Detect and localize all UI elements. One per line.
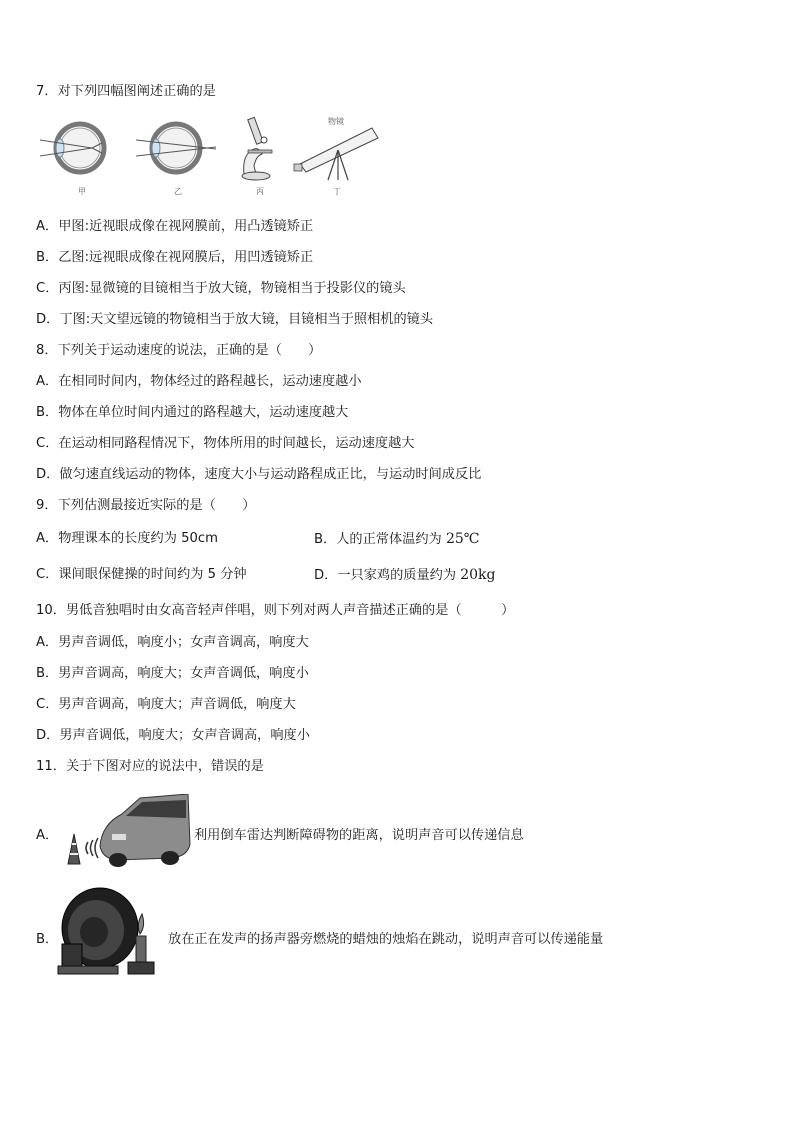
q8-stem: 8．下列关于运动速度的说法，正确的是（ ） bbox=[36, 343, 322, 358]
q11-option-a-text: 利用倒车雷达判断障碍物的距离，说明声音可以传递信息 bbox=[194, 828, 524, 843]
q8-option-a: A．在相同时间内，物体经过的路程越长，运动速度越小 bbox=[36, 374, 362, 389]
caption-yi: 乙 bbox=[174, 187, 182, 196]
q7-option-b: B．乙图:远视眼成像在视网膜后，用凹透镜矫正 bbox=[36, 250, 314, 265]
q9-option-a: A．物理课本的长度约为 50cm bbox=[36, 531, 218, 546]
q7-option-a: A．甲图:近视眼成像在视网膜前，用凸透镜矫正 bbox=[36, 219, 314, 234]
q9-option-c: C．课间眼保健操的时间约为 5 分钟 bbox=[36, 567, 247, 582]
q11-stem: 11．关于下图对应的说法中，错误的是 bbox=[36, 759, 264, 774]
q10-option-a: A．男声音调低，响度小；女声音调高，响度大 bbox=[36, 635, 309, 650]
q7-option-d: D．丁图:天文望远镜的物镜相当于放大镜，目镜相当于照相机的镜头 bbox=[36, 312, 434, 327]
q11-option-b-text: 放在正在发声的扬声器旁燃烧的蜡烛的烛焰在跳动，说明声音可以传递能量 bbox=[168, 932, 604, 947]
q9-option-d bbox=[314, 566, 496, 585]
q11-option-b-label: B． bbox=[36, 932, 59, 947]
eye-diagram-yi bbox=[136, 118, 224, 180]
caption-ding: 丁 bbox=[333, 187, 341, 196]
microscope-diagram bbox=[236, 116, 278, 182]
q7-option-c: C．丙图:显微镜的目镜相当于放大镜，物镜相当于投影仪的镜头 bbox=[36, 281, 406, 296]
telescope-label: 物镜 bbox=[328, 117, 344, 126]
q9-option-d-text: D．一只家鸡的质量约为 bbox=[314, 568, 461, 583]
q10-option-c: C．男声音调高，响度大；声音调低，响度大 bbox=[36, 697, 296, 712]
q10-stem: 10．男低音独唱时由女高音轻声伴唱，则下列对两人声音描述正确的是（ ） bbox=[36, 603, 515, 618]
q8-option-c: C．在运动相同路程情况下，物体所用的时间越长，运动速度越大 bbox=[36, 436, 415, 451]
q10-option-b: B．男声音调高，响度大；女声音调低，响度小 bbox=[36, 666, 309, 681]
caption-jia: 甲 bbox=[78, 187, 86, 196]
q9-option-b-text: B．人的正常体温约为 bbox=[314, 532, 446, 547]
caption-bing: 丙 bbox=[256, 187, 264, 196]
q10-option-d: D．男声音调低，响度大；女声音调高，响度小 bbox=[36, 728, 310, 743]
q9-stem: 9．下列估测最接近实际的是（ ） bbox=[36, 498, 256, 513]
telescope-diagram bbox=[292, 124, 382, 182]
q9-option-d-value: 20kg bbox=[460, 567, 496, 583]
reversing-radar-car-image bbox=[60, 794, 192, 868]
q9-option-b-value: 25℃ bbox=[445, 531, 480, 547]
q11-option-a-label: A． bbox=[36, 828, 59, 843]
q9-option-b bbox=[314, 530, 479, 549]
q8-option-b: B．物体在单位时间内通过的路程越大，运动速度越大 bbox=[36, 405, 349, 420]
eye-diagram-jia bbox=[40, 118, 128, 180]
speaker-candle-image bbox=[56, 884, 168, 982]
q8-option-d: D．做匀速直线运动的物体，速度大小与运动路程成正比，与运动时间成反比 bbox=[36, 467, 482, 482]
q7-stem: 7．对下列四幅图阐述正确的是 bbox=[36, 84, 216, 99]
